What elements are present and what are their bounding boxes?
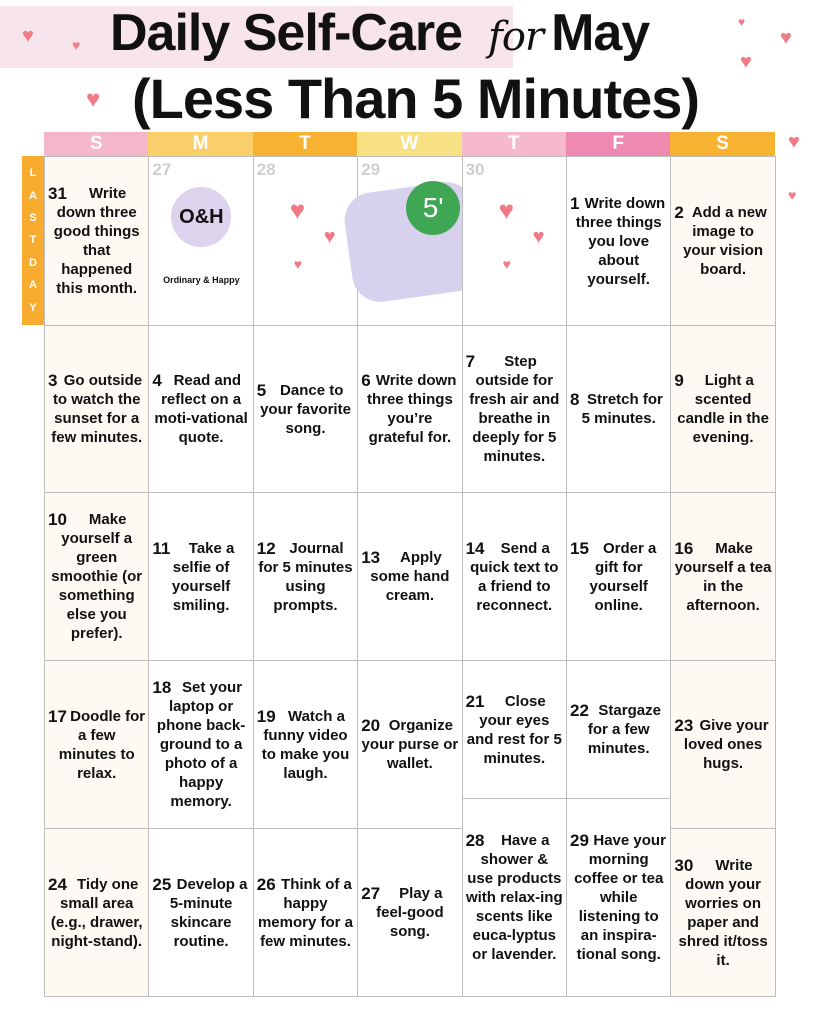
heart-icon: ♥	[502, 256, 511, 272]
day-header: S	[670, 132, 774, 156]
side-letter: S	[29, 212, 37, 225]
day-number: 15	[570, 538, 589, 558]
day-content	[570, 390, 667, 428]
calendar-day	[670, 325, 775, 493]
day-content	[48, 184, 145, 298]
day-number: 10	[48, 510, 67, 529]
day-content	[48, 510, 145, 643]
task-text: Go outside to watch the sunset for a few minutes.	[51, 372, 143, 446]
heart-icon: ♥	[86, 86, 101, 113]
calendar-day	[670, 492, 775, 661]
day-content	[48, 707, 145, 783]
day-content	[674, 203, 771, 279]
calendar-day	[462, 660, 567, 799]
task-text: Think of a happy memory for a few minutes.	[257, 875, 354, 950]
day-number: 7	[465, 352, 476, 371]
day-number: 4	[152, 371, 162, 390]
day-content	[466, 539, 563, 615]
side-letter: A	[29, 189, 37, 202]
day-number: 28	[256, 160, 276, 179]
task-text: Watch a funny video to make you laugh.	[261, 707, 350, 782]
side-letter: A	[29, 279, 37, 292]
day-number: 21	[465, 691, 485, 711]
calendar-day	[566, 156, 671, 326]
page-title	[110, 4, 649, 66]
calendar-day	[253, 660, 358, 829]
day-content	[48, 371, 145, 447]
calendar-day	[462, 325, 567, 493]
day-content	[674, 539, 771, 615]
task-text: Step outside for fresh air and breathe in deeply for 5 minutes.	[469, 353, 560, 465]
day-number: 23	[674, 716, 694, 735]
heart-icon: ♥	[22, 25, 34, 47]
heart-icon: ♥	[788, 187, 797, 203]
calendar-day	[148, 828, 253, 997]
day-header: F	[566, 132, 670, 156]
day-header: S	[44, 132, 148, 156]
task-text: Have your morning coffee or tea while listening to an inspira-tional song.	[574, 832, 666, 963]
task-text: Close your eyes and rest for 5 minutes.	[466, 692, 562, 767]
day-number: 13	[361, 548, 381, 567]
day-number: 9	[674, 371, 684, 390]
heart-icon: ♥	[72, 37, 81, 53]
day-content	[152, 371, 249, 447]
day-number: 26	[256, 874, 276, 894]
day-content	[361, 716, 458, 773]
task-text: Develop a 5-minute skincare routine.	[169, 875, 248, 950]
day-header: T	[253, 132, 357, 156]
day-number: 3	[48, 371, 58, 390]
title-month: May	[551, 4, 650, 62]
calendar-day	[462, 156, 567, 326]
heart-icon: ♥	[293, 256, 303, 272]
task-text: Dance to your favorite song.	[260, 381, 351, 437]
calendar-day	[357, 156, 462, 326]
calendar-day	[462, 798, 567, 997]
day-content	[674, 371, 771, 447]
calendar-day	[148, 325, 253, 493]
heart-icon: ♥	[740, 51, 752, 73]
day-number: 16	[674, 538, 694, 558]
day-content	[152, 539, 249, 615]
day-number: 29	[361, 160, 381, 179]
day-header: W	[357, 132, 461, 156]
calendar-day	[357, 828, 462, 997]
calendar-day	[566, 798, 671, 997]
day-content	[466, 160, 563, 179]
task-text: Apply some hand cream.	[370, 549, 450, 604]
calendar-day	[253, 492, 358, 661]
task-text: Write down your worries on paper and shred it/toss it.	[678, 856, 768, 969]
day-content	[257, 381, 354, 438]
day-number: 5	[256, 380, 267, 400]
day-number: 2	[674, 203, 684, 222]
task-text: Journal for 5 minutes using prompts.	[258, 539, 353, 614]
day-number: 25	[152, 874, 172, 894]
heart-icon: ♥	[498, 195, 515, 225]
task-text: Make yourself a tea in the afternoon.	[674, 539, 772, 614]
day-number: 6	[361, 371, 371, 390]
day-number: 12	[256, 538, 276, 558]
task-text: Organize your purse or wallet.	[361, 717, 459, 772]
calendar-day	[44, 492, 149, 661]
day-content	[152, 875, 249, 951]
task-text: Order a gift for yourself online.	[589, 539, 657, 614]
day-number: 8	[570, 390, 580, 409]
day-content	[466, 831, 563, 964]
calendar-day	[253, 828, 358, 997]
task-text: Give your loved ones hugs.	[683, 717, 769, 772]
day-content	[257, 707, 354, 783]
day-number: 27	[152, 160, 172, 179]
side-letter: T	[29, 234, 37, 247]
day-content	[152, 160, 249, 179]
task-text: Read and reflect on a moti-vational quote.	[154, 372, 248, 446]
day-number: 30	[674, 855, 694, 875]
day-number: 19	[256, 706, 276, 726]
day-content	[466, 692, 563, 768]
timer-badge: 5'	[406, 181, 460, 235]
day-content	[361, 884, 458, 941]
calendar-day	[148, 156, 253, 326]
calendar-day	[357, 492, 462, 661]
calendar-day	[44, 156, 149, 326]
day-number: 31	[48, 184, 67, 203]
day-number: 28	[465, 831, 485, 850]
day-number: 11	[152, 538, 171, 558]
day-content	[361, 160, 458, 179]
task-text: Set your laptop or phone back-ground to a photo of a happy memory.	[156, 679, 246, 810]
heart-icon: ♥	[780, 27, 792, 49]
calendar-day	[670, 828, 775, 997]
day-content	[361, 548, 458, 605]
day-content	[257, 539, 354, 615]
day-content	[361, 371, 458, 447]
calendar-day	[44, 660, 149, 829]
heart-icon: ♥	[323, 226, 336, 248]
task-text: Make yourself a green smoothie (or something else you prefer).	[51, 511, 143, 642]
day-content	[570, 194, 667, 289]
calendar-day	[148, 492, 253, 661]
day-content	[674, 716, 771, 773]
task-text: Stargaze for a few minutes.	[587, 702, 661, 757]
day-header: M	[148, 132, 252, 156]
side-letter: L	[29, 167, 37, 180]
day-number: 20	[361, 716, 381, 735]
day-content	[257, 875, 354, 951]
task-text: Write down three good things that happened this month.	[53, 185, 140, 297]
task-text: Tidy one small area (e.g., drawer, night-stand).	[50, 875, 143, 950]
day-number: 24	[48, 874, 67, 894]
day-content	[674, 856, 771, 970]
task-text: Take a selfie of yourself smiling.	[171, 539, 235, 614]
calendar-day	[148, 660, 253, 829]
day-content	[570, 831, 667, 964]
side-letter: Y	[29, 301, 37, 314]
title-for: for	[488, 14, 544, 60]
task-text: Write down three things you love about yourself.	[575, 194, 666, 288]
day-content	[48, 875, 145, 951]
task-text: Write down three things you’re grateful for.	[366, 372, 457, 446]
day-content	[570, 539, 667, 615]
calendar-day	[566, 325, 671, 493]
day-number: 17	[48, 706, 67, 726]
calendar-day	[462, 492, 567, 661]
calendar-day	[566, 660, 671, 799]
day-header: T	[462, 132, 566, 156]
day-number: 14	[465, 538, 485, 558]
task-text: Doodle for a few minutes to relax.	[58, 707, 146, 782]
heart-icon: ♥	[738, 15, 746, 29]
day-number: 27	[361, 884, 381, 903]
heart-icon: ♥	[788, 131, 800, 153]
logo-name: Ordinary & Happy	[163, 275, 240, 285]
day-number: 30	[465, 160, 485, 179]
task-text: Play a feel-good song.	[376, 885, 444, 940]
calendar-day	[670, 660, 775, 829]
calendar-day	[566, 492, 671, 661]
day-content	[570, 701, 667, 758]
day-number: 22	[570, 701, 589, 720]
day-number: 1	[570, 193, 580, 213]
task-text: Light a scented candle in the evening.	[677, 372, 769, 446]
calendar-day	[44, 325, 149, 493]
task-text: Send a quick text to a friend to reconnect.	[470, 539, 559, 614]
day-number: 18	[152, 678, 172, 697]
page-subtitle: (Less Than 5 Minutes)	[132, 67, 700, 130]
side-letter: D	[29, 256, 37, 269]
last-day-label	[22, 156, 44, 325]
task-text: Have a shower & use products with relax-ing scents like euca-lyptus or lavender.	[465, 832, 563, 963]
calendar-day	[357, 325, 462, 493]
task-text: Add a new image to your vision board.	[683, 204, 767, 278]
calendar-day	[253, 156, 358, 326]
heart-icon: ♥	[532, 226, 545, 248]
calendar-day	[357, 660, 462, 829]
task-text: Stretch for 5 minutes.	[581, 391, 663, 427]
day-content	[466, 352, 563, 466]
day-number: 29	[570, 831, 589, 850]
calendar-day	[253, 325, 358, 493]
day-content	[257, 160, 354, 179]
calendar-day	[670, 156, 775, 326]
title-line1: Daily Self-Care	[110, 4, 463, 62]
logo: O&H	[171, 187, 231, 247]
calendar-day	[44, 828, 149, 997]
day-content	[152, 678, 249, 811]
heart-icon: ♥	[289, 195, 306, 225]
